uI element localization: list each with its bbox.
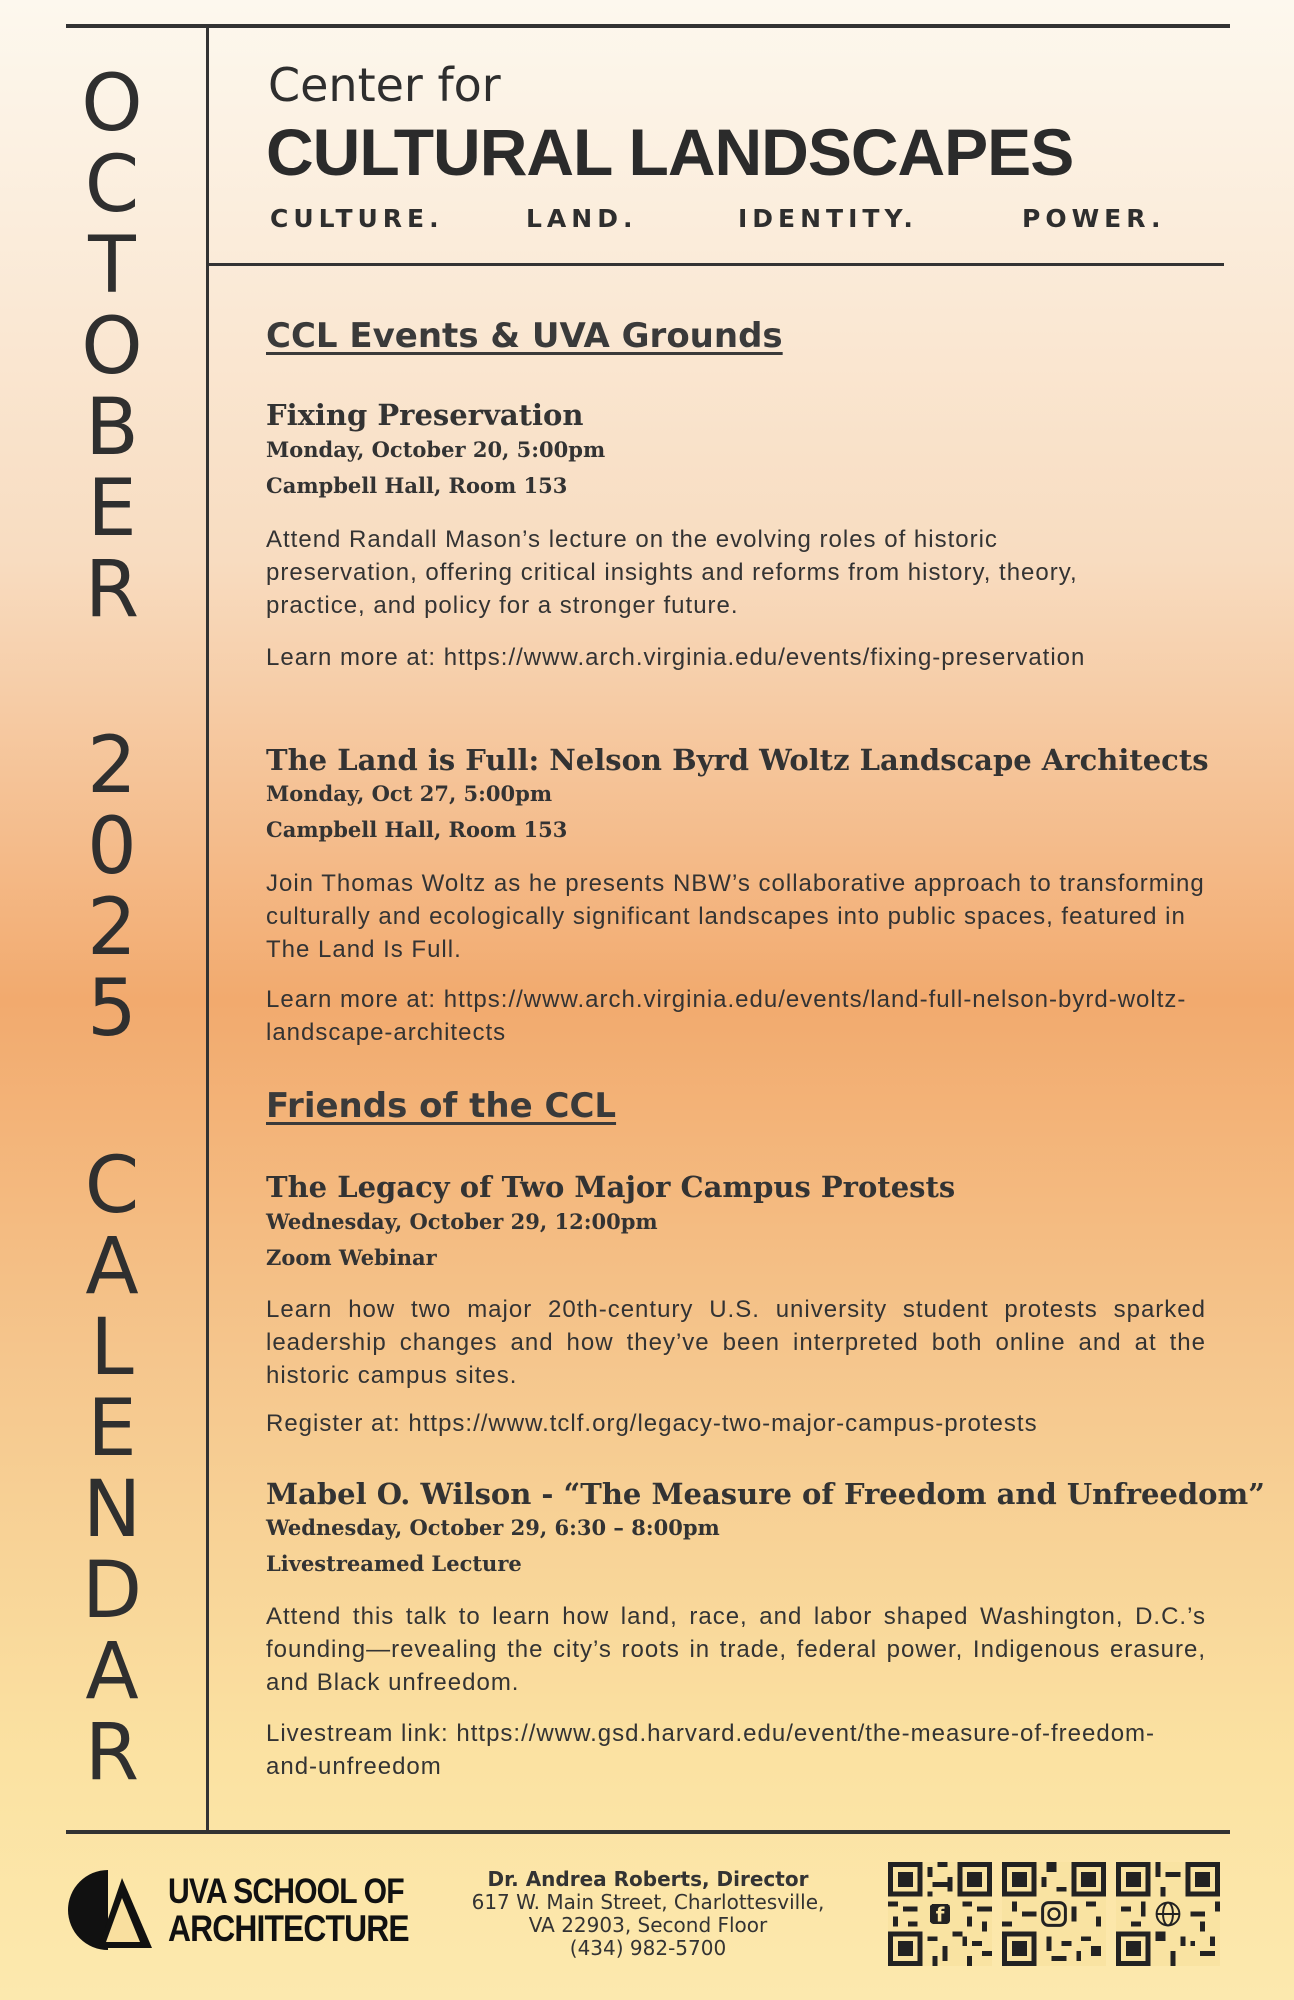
event-title: The Legacy of Two Major Campus Protests bbox=[266, 1170, 956, 1204]
side-title-letter: O bbox=[81, 59, 143, 149]
contact-phone: (434) 982-5700 bbox=[569, 1936, 727, 1960]
event-date: Wednesday, October 29, 6:30 – 8:00pm bbox=[266, 1515, 720, 1540]
event-title: Fixing Preservation bbox=[266, 398, 584, 432]
side-title-letter: N bbox=[82, 1465, 142, 1555]
event-location: Campbell Hall, Room 153 bbox=[266, 473, 568, 498]
header-title: CULTURAL LANDSCAPES bbox=[266, 115, 1074, 189]
event-link[interactable]: Register at: https://www.tclf.org/legacy-two-major-campus-protests bbox=[266, 1410, 1038, 1437]
contact-name: Dr. Andrea Roberts, Director bbox=[487, 1867, 809, 1891]
side-title-digit: 0 bbox=[87, 802, 137, 892]
side-title-letter: E bbox=[87, 464, 137, 554]
event-location: Campbell Hall, Room 153 bbox=[266, 817, 568, 842]
facebook-icon: f bbox=[935, 1903, 945, 1927]
logo-text-line2: ARCHITECTURE bbox=[168, 1908, 409, 1949]
side-title-letter: C bbox=[84, 140, 140, 230]
bottom-rule bbox=[66, 1830, 1230, 1834]
header-center-for: Center for bbox=[268, 58, 501, 112]
side-title-letter: T bbox=[88, 221, 136, 311]
contact-address: 617 W. Main Street, Charlottesville, VA 22903, Second Floor bbox=[471, 1890, 825, 1937]
event-description: Join Thomas Woltz as he presents NBW’s collaborative approach to transforming culturally and ecologically significant landscapes into public spaces, featured in The Land Is Full. bbox=[266, 870, 1205, 963]
qr-code-instagram[interactable] bbox=[1002, 1862, 1106, 1966]
contact-block bbox=[448, 1868, 848, 1960]
event-link[interactable]: Learn more at: https://www.arch.virginia.edu/events/land-full-nelson-byrd-woltz-landscape-architects bbox=[266, 986, 1187, 1046]
side-title-letter: B bbox=[85, 383, 139, 473]
event-title: Mabel O. Wilson - “The Measure of Freedom and Unfreedom” bbox=[266, 1477, 1265, 1511]
uva-architecture-logo-icon bbox=[66, 1868, 156, 1952]
side-title-digit: 2 bbox=[87, 883, 137, 973]
section-title: Friends of the CCL bbox=[266, 1086, 617, 1126]
event-description: Attend this talk to learn how land, race, and labor shaped Washington, D.C.’s founding—revealing the city’s roots in trade, federal power, Indigenous erasure, and Black unfreedom. bbox=[266, 1603, 1206, 1696]
event-title: The Land is Full: Nelson Byrd Woltz Landscape Architects bbox=[266, 743, 1209, 777]
side-title-digit: 5 bbox=[87, 964, 137, 1054]
side-title-letter: R bbox=[84, 1708, 140, 1798]
event-date: Monday, October 20, 5:00pm bbox=[266, 437, 606, 462]
side-title-letter: L bbox=[90, 1303, 134, 1393]
header-rule bbox=[206, 263, 1224, 266]
top-rule bbox=[66, 24, 1230, 28]
section-title: CCL Events & UVA Grounds bbox=[266, 316, 783, 356]
side-title-letter: E bbox=[87, 1384, 137, 1474]
side-title-letter: C bbox=[84, 1141, 140, 1231]
event-location: Zoom Webinar bbox=[266, 1245, 437, 1270]
event-description: Attend Randall Mason’s lecture on the evolving roles of historic preservation, offering critical insights and reforms from history, theory, practice, and policy for a stronger future. bbox=[266, 526, 1078, 619]
event-description: Learn how two major 20th-century U.S. university student protests sparked leadership changes and how they’ve been interpreted both online and at the historic campus sites. bbox=[266, 1296, 1206, 1389]
side-title-letter: R bbox=[84, 545, 140, 635]
event-location: Livestreamed Lecture bbox=[266, 1551, 522, 1576]
event-link[interactable]: Livestream link: https://www.gsd.harvard.edu/event/the-measure-of-freedom-and-unfreedom bbox=[266, 1720, 1156, 1780]
side-title-letter: A bbox=[85, 1627, 139, 1717]
tag-culture: CULTURE. bbox=[270, 204, 444, 233]
side-title-letter: D bbox=[81, 1546, 143, 1636]
event-date: Wednesday, October 29, 12:00pm bbox=[266, 1209, 658, 1234]
tag-power: POWER. bbox=[1022, 204, 1166, 233]
vertical-rule bbox=[206, 26, 209, 1832]
qr-code-facebook[interactable] bbox=[888, 1862, 992, 1966]
event-link[interactable]: Learn more at: https://www.arch.virginia.edu/events/fixing-preservation bbox=[266, 644, 1086, 671]
side-title-letter: O bbox=[81, 302, 143, 392]
qr-code-website[interactable] bbox=[1116, 1862, 1220, 1966]
event-date: Monday, Oct 27, 5:00pm bbox=[266, 781, 553, 806]
side-title-letter: A bbox=[85, 1222, 139, 1312]
side-title-digit: 2 bbox=[87, 721, 137, 811]
logo-text-line1: UVA SCHOOL OF bbox=[168, 1872, 404, 1911]
tag-land: LAND. bbox=[526, 204, 638, 233]
tag-identity: IDENTITY. bbox=[738, 204, 918, 233]
